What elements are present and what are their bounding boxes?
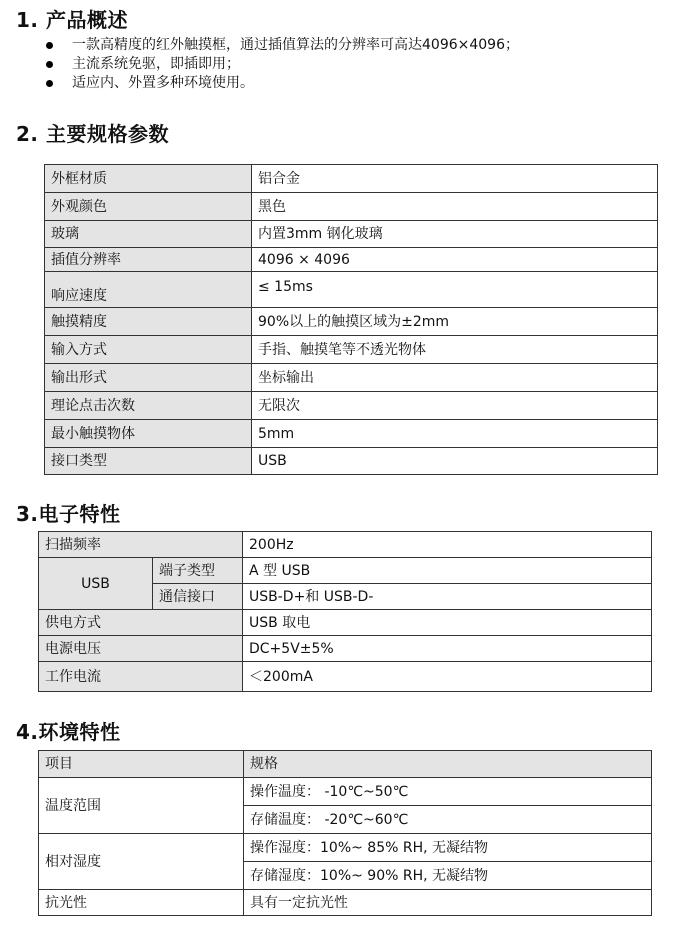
comm-interface-label: 通信接口: [153, 584, 243, 610]
table-row: [39, 834, 652, 862]
table-row: [39, 890, 652, 916]
spec-label: 最小触摸物体: [45, 420, 252, 448]
table-row: [45, 272, 658, 308]
spec-value: 内置3mm 钢化玻璃: [252, 221, 658, 248]
overview-list: [44, 36, 519, 93]
spec-value: 90%以上的触摸区域为±2mm: [252, 308, 658, 336]
voltage-label: 电源电压: [39, 636, 243, 662]
table-row: [39, 778, 652, 806]
spec-value: USB: [252, 448, 658, 475]
operating-humidity: 操作湿度：10%~ 85% RH, 无凝结物: [244, 834, 652, 862]
table-row: [39, 662, 652, 692]
spec-label: 触摸精度: [45, 308, 252, 336]
light-resistance-value: 具有一定抗光性: [244, 890, 652, 916]
spec-value: ≤ 15ms: [252, 272, 658, 308]
spec-value: 黑色: [252, 193, 658, 221]
table-row: [39, 532, 652, 558]
table-row: [45, 336, 658, 364]
spec-value: 无限次: [252, 392, 658, 420]
list-item: 主流系统免驱，即插即用；: [44, 55, 519, 74]
spec-label: 理论点击次数: [45, 392, 252, 420]
table-row: [45, 248, 658, 272]
column-header-item: 项目: [39, 751, 244, 778]
power-mode-label: 供电方式: [39, 610, 243, 636]
current-label: 工作电流: [39, 662, 243, 692]
spec-value: 5mm: [252, 420, 658, 448]
spec-label: 接口类型: [45, 448, 252, 475]
section-2-title: 2. 主要规格参数: [16, 122, 169, 146]
current-value: ＜200mA: [243, 662, 652, 692]
column-header-spec: 规格: [244, 751, 652, 778]
table-row: [39, 558, 652, 584]
voltage-value: DC+5V±5%: [243, 636, 652, 662]
section-1-title: 1. 产品概述: [16, 8, 128, 32]
port-type-label: 端子类型: [153, 558, 243, 584]
spec-value: 手指、触摸笔等不透光物体: [252, 336, 658, 364]
table-row: [45, 420, 658, 448]
spec-label: 外观颜色: [45, 193, 252, 221]
spec-label: 外框材质: [45, 165, 252, 193]
scan-frequency-label: 扫描频率: [39, 532, 243, 558]
scan-frequency-value: 200Hz: [243, 532, 652, 558]
spec-label: 玻璃: [45, 221, 252, 248]
usb-label: USB: [39, 558, 153, 610]
port-type-value: A 型 USB: [243, 558, 652, 584]
table-row: [45, 193, 658, 221]
table-row: [39, 636, 652, 662]
spec-label: 插值分辨率: [45, 248, 252, 272]
storage-temperature: 存储温度： -20℃~60℃: [244, 806, 652, 834]
spec-value: 4096 × 4096: [252, 248, 658, 272]
table-row: [45, 392, 658, 420]
table-row: [45, 364, 658, 392]
operating-temperature: 操作温度： -10℃~50℃: [244, 778, 652, 806]
comm-interface-value: USB-D+和 USB-D-: [243, 584, 652, 610]
electrical-table: [38, 531, 652, 692]
temperature-range-label: 温度范围: [39, 778, 244, 834]
power-mode-value: USB 取电: [243, 610, 652, 636]
spec-value: 铝合金: [252, 165, 658, 193]
environment-table: [38, 750, 652, 916]
spec-label: 输出形式: [45, 364, 252, 392]
list-item: 适应内、外置多种环境使用。: [44, 74, 519, 93]
light-resistance-label: 抗光性: [39, 890, 244, 916]
table-row: [45, 221, 658, 248]
list-item: 一款高精度的红外触摸框，通过插值算法的分辨率可高达4096×4096；: [44, 36, 519, 55]
table-row: [45, 308, 658, 336]
table-row: [45, 448, 658, 475]
table-row: [39, 610, 652, 636]
spec-table: [44, 164, 658, 475]
spec-label: 响应速度: [45, 272, 252, 308]
table-row: [39, 751, 652, 778]
spec-label: 输入方式: [45, 336, 252, 364]
section-3-title: 3.电子特性: [16, 502, 121, 526]
section-4-title: 4.环境特性: [16, 720, 121, 744]
spec-value: 坐标输出: [252, 364, 658, 392]
storage-humidity: 存储湿度：10%~ 90% RH, 无凝结物: [244, 862, 652, 890]
table-row: [45, 165, 658, 193]
relative-humidity-label: 相对湿度: [39, 834, 244, 890]
